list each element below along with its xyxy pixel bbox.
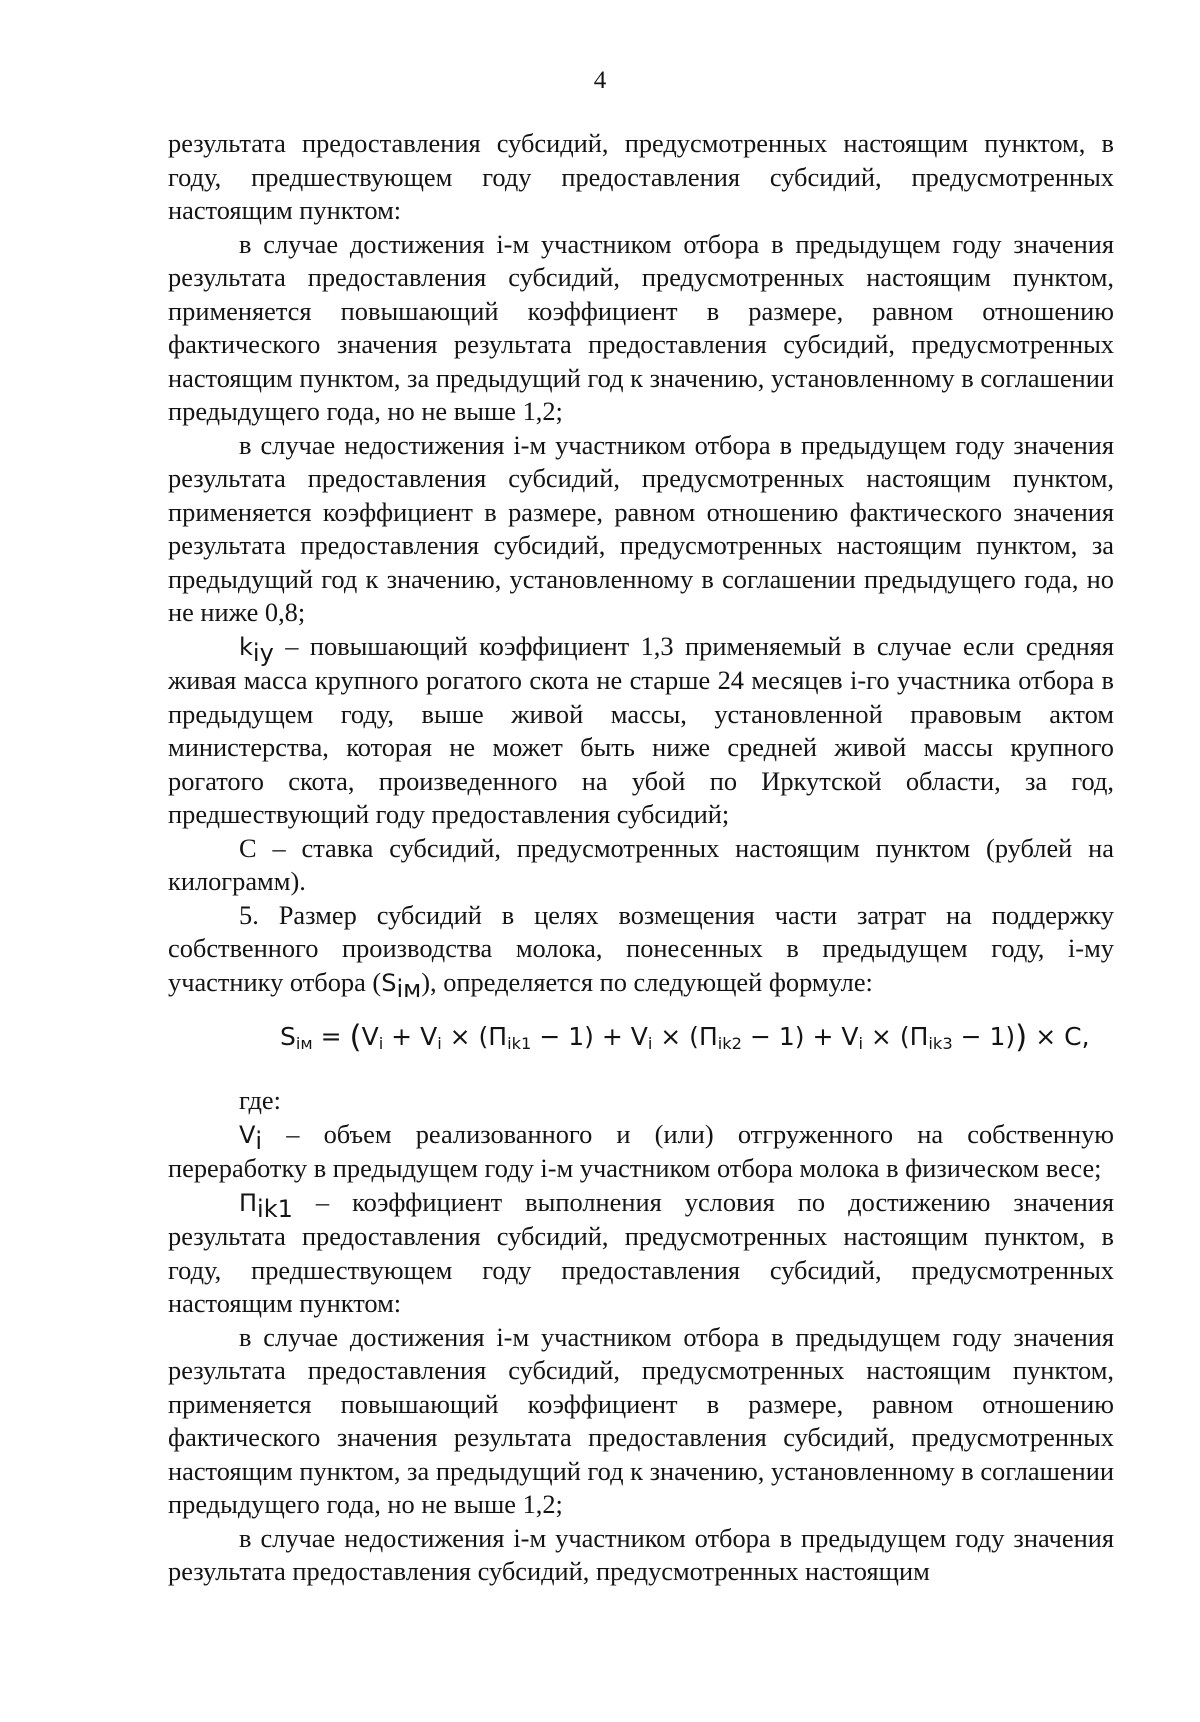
paragraph-kiy-definition: [168, 630, 1114, 832]
formula-k2-sub: ik2: [717, 1034, 743, 1054]
formula-minus-3: − 1): [952, 1022, 1016, 1051]
formula-eq: =: [312, 1022, 350, 1051]
pik1-symbol: П: [239, 1188, 258, 1217]
paragraph-pik1-definition: [168, 1186, 1114, 1321]
formula-times-1: × (П: [441, 1022, 508, 1051]
milk-subsidy-formula: [168, 1014, 1114, 1060]
vi-text: – объем реализованного и (или) отгруженного на собственную переработку в предыдущем году i-м участником отбора молока в физическом весе;: [168, 1118, 1114, 1183]
vi-subscript: i: [255, 1126, 263, 1155]
paragraph-achievement-case-2: в случае достижения i-м участником отбора в предыдущем году значения результата предоставления субсидий, предусмотренных настоящим пунктом, применяется повышающий коэффициент в размере, равном отношению фактического значения результата предоставления субсидий, предусмотренных настоящим пунктом, за предыдущий год к значению, установленному в соглашении предыдущего года, но не выше 1,2;: [168, 1321, 1114, 1519]
formula-tail: × C,: [1027, 1022, 1090, 1051]
formula-times-3: × (П: [862, 1022, 929, 1051]
paragraph-achievement-case: в случае достижения i-м участником отбора в предыдущем году значения результата предоставления субсидий, предусмотренных настоящим пунктом, применяется повышающий коэффициент в размере, равном отношению фактического значения результата предоставления субсидий, предусмотренных настоящим пунктом, за предыдущий год к значению, установленному в соглашении предыдущего года, но не выше 1,2;: [168, 228, 1114, 426]
pik1-text: – коэффициент выполнения условия по достижению значения результата предоставления субсидий, предусмотренных настоящим пунктом, в году, предшествующем году предоставления субсидий, предусмотренных настоящим пунктом:: [168, 1186, 1114, 1318]
formula-k1-sub: ik1: [507, 1034, 532, 1054]
pik1-subscript: ik1: [257, 1194, 293, 1223]
formula-plus: +: [383, 1022, 421, 1051]
document-body: [168, 127, 1114, 1589]
kiy-symbol: k: [239, 632, 253, 661]
paragraph-non-achievement-case: в случае недостижения i-м участником отбора в предыдущем году значения результата предоставления субсидий, предусмотренных настоящим пунктом, применяется коэффициент в размере, равном отношению фактического значения результата предоставления субсидий, предусмотренных настоящим пунктом, за предыдущий год к значению, установленному в соглашении предыдущего года, но не ниже 0,8;: [168, 429, 1114, 627]
formula-t4-sub: i: [858, 1034, 863, 1054]
formula-lhs: S: [280, 1022, 296, 1051]
paragraph-rate-definition: С – ставка субсидий, предусмотренных настоящим пунктом (рублей на килограмм).: [168, 832, 1114, 896]
formula-minus-2: − 1) +: [742, 1022, 842, 1051]
paragraph-result-continuation: результата предоставления субсидий, предусмотренных настоящим пунктом, в году, предшествующем году предоставления субсидий, предусмотренных настоящим пунктом:: [168, 128, 1114, 225]
formula-t1: V: [361, 1022, 379, 1051]
sim-symbol: S: [381, 968, 397, 997]
paragraph-non-achievement-case-2: в случае недостижения i-м участником отбора в предыдущем году значения результата предоставления субсидий, предусмотренных настоящим: [168, 1522, 1114, 1586]
formula-t4: V: [841, 1022, 859, 1051]
formula-minus-1: − 1) +: [531, 1022, 631, 1051]
formula-t2: V: [420, 1022, 438, 1051]
sim-subscript: iм: [396, 974, 422, 1003]
formula-times-2: × (П: [652, 1022, 718, 1051]
section-5-tail: ), определяется по следующей формуле:: [421, 966, 873, 997]
kiy-text: – повышающий коэффициент 1,3 применяемый в случае если средняя живая масса крупного рогатого скота не старше 24 месяцев i-го участника отбора в предыдущем году, выше живой массы, установленной правовым актом министерства, которая не может быть ниже средней живой массы крупного рогатого скота, произведенного на убой по Иркутской области, за год, предшествующий году предоставления субсидий;: [168, 630, 1114, 829]
formula-open-paren: (: [349, 1019, 362, 1055]
vi-symbol: V: [239, 1120, 256, 1149]
formula-lhs-sub: iм: [295, 1034, 313, 1054]
formula-t2-sub: i: [437, 1034, 442, 1054]
formula-t1-sub: i: [378, 1034, 384, 1054]
kiy-subscript: iy: [252, 638, 274, 667]
page-number: 4: [593, 67, 607, 94]
formula-close-paren: ): [1015, 1019, 1028, 1055]
paragraph-where: где:: [239, 1085, 281, 1115]
paragraph-vi-definition: [168, 1118, 1114, 1186]
formula-t3-sub: i: [647, 1034, 653, 1054]
paragraph-section-5: [168, 899, 1114, 1001]
formula-k3-sub: ik3: [928, 1034, 953, 1054]
formula-t3: V: [630, 1022, 648, 1051]
section-5-text: 5. Размер субсидий в целях возмещения части затрат на поддержку собственного производства молока, понесенных в предыдущем году, i-му участнику отбора (: [168, 899, 1114, 997]
